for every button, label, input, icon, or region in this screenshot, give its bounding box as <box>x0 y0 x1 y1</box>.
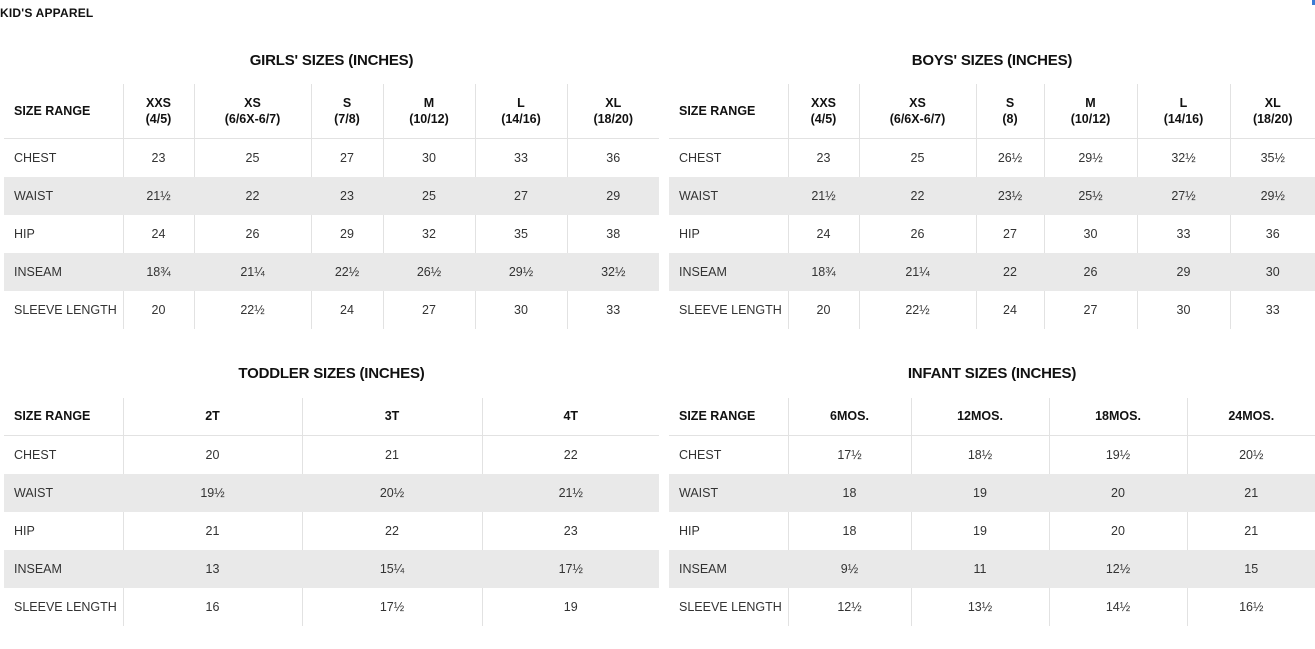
table-cell: 29½ <box>475 253 567 291</box>
table-cell: 19 <box>911 474 1049 512</box>
table-cell: 21 <box>302 435 482 474</box>
table-row-hip <box>4 512 659 550</box>
column-range: (18/20) <box>1252 111 1293 126</box>
column-header-m <box>1044 84 1137 138</box>
table-cell: 21½ <box>482 474 659 512</box>
column-header-l <box>475 84 567 138</box>
column-range: (10/12) <box>409 111 449 126</box>
table-cell: 20½ <box>1187 435 1315 474</box>
column-header-12mos: 12MOS. <box>911 398 1049 435</box>
column-header-24mos: 24MOS. <box>1187 398 1315 435</box>
row-label: HIP <box>14 226 35 241</box>
table-row-inseam <box>669 253 1315 291</box>
table-cell: 22½ <box>311 253 383 291</box>
table-cell: 22 <box>194 177 311 215</box>
table-row-chest <box>669 138 1315 177</box>
table-cell: 21 <box>1187 512 1315 550</box>
row-label: SLEEVE LENGTH <box>679 599 782 614</box>
table-row-inseam <box>669 550 1315 588</box>
column-size: S <box>342 95 352 110</box>
table-cell: 20½ <box>302 474 482 512</box>
row-label: INSEAM <box>4 550 123 588</box>
table-cell: 27 <box>1044 291 1137 329</box>
table-cell: 25 <box>383 177 475 215</box>
column-range: (14/16) <box>501 111 541 126</box>
table-cell: 27 <box>383 291 475 329</box>
column-range: (14/16) <box>1163 111 1204 126</box>
row-label: SLEEVE LENGTH <box>679 302 782 317</box>
table-cell: 12½ <box>788 588 911 626</box>
column-size: XS <box>244 95 261 110</box>
table-cell: 21¼ <box>859 253 976 291</box>
table-row-inseam <box>4 550 659 588</box>
row-label: HIP <box>679 226 700 241</box>
column-size: XXS <box>810 95 836 110</box>
table-cell: 30 <box>383 138 475 177</box>
table-row-hip <box>669 215 1315 253</box>
table-row-sleeve-length <box>4 588 659 626</box>
page-title: KID'S APPAREL <box>0 6 94 20</box>
table-cell: 18 <box>788 512 911 550</box>
table-cell: 26 <box>194 215 311 253</box>
table-cell: 25 <box>859 138 976 177</box>
table-cell: 29 <box>311 215 383 253</box>
table-cell: 22½ <box>194 291 311 329</box>
table-cell: 24 <box>976 291 1044 329</box>
column-size: L <box>1179 95 1188 110</box>
table-cell: 19 <box>911 512 1049 550</box>
table-cell: 13 <box>123 550 302 588</box>
column-range: (4/5) <box>810 111 837 126</box>
table-cell: 18 <box>788 474 911 512</box>
toddler-size-chart <box>4 363 659 626</box>
column-header-l <box>1137 84 1230 138</box>
table-cell: 23 <box>311 177 383 215</box>
table-cell: 35 <box>475 215 567 253</box>
row-label: WAIST <box>4 177 123 215</box>
table-cell: 24 <box>123 215 194 253</box>
size-range-header: SIZE RANGE <box>4 84 123 138</box>
table-cell: 15¼ <box>302 550 482 588</box>
table-cell: 19½ <box>123 474 302 512</box>
column-header-s <box>311 84 383 138</box>
toddler-size-table <box>4 398 659 626</box>
infant-size-table <box>669 398 1315 626</box>
table-cell: 20 <box>123 291 194 329</box>
column-range: (6/6X-6/7) <box>889 111 946 126</box>
column-header-xs <box>859 84 976 138</box>
row-label: SLEEVE LENGTH <box>14 302 117 317</box>
column-size: XS <box>909 95 926 110</box>
boys-size-table <box>669 84 1315 329</box>
table-cell: 32½ <box>567 253 659 291</box>
table-cell: 26½ <box>976 138 1044 177</box>
table-cell: 14½ <box>1049 588 1187 626</box>
column-size: L <box>517 95 525 110</box>
table-cell: 16½ <box>1187 588 1315 626</box>
table-cell: 32 <box>383 215 475 253</box>
column-header-6mos: 6MOS. <box>788 398 911 435</box>
table-row-chest <box>4 138 659 177</box>
table-cell: 33 <box>1137 215 1230 253</box>
table-cell: 20 <box>1049 474 1187 512</box>
table-cell: 25 <box>194 138 311 177</box>
table-cell: 27 <box>311 138 383 177</box>
column-header-xxs <box>123 84 194 138</box>
column-range: (4/5) <box>145 111 172 126</box>
table-cell: 20 <box>1049 512 1187 550</box>
table-cell: 9½ <box>788 550 911 588</box>
table-cell: 33 <box>1230 291 1315 329</box>
column-header-xxs <box>788 84 859 138</box>
table-row-sleeve-length <box>669 291 1315 329</box>
table-cell: 27 <box>976 215 1044 253</box>
table-cell: 19 <box>482 588 659 626</box>
column-header-2t: 2T <box>123 398 302 435</box>
table-cell: 17½ <box>788 435 911 474</box>
column-header-3t: 3T <box>302 398 482 435</box>
row-label: WAIST <box>669 177 788 215</box>
table-cell: 20 <box>123 435 302 474</box>
row-label: CHEST <box>679 447 722 462</box>
table-cell: 23½ <box>976 177 1044 215</box>
table-cell: 29½ <box>1044 138 1137 177</box>
column-range: (8) <box>1002 111 1018 126</box>
column-size: XXS <box>145 95 171 110</box>
table-cell: 33 <box>475 138 567 177</box>
table-header-row <box>669 398 1315 435</box>
table-header-row <box>4 398 659 435</box>
table-cell: 20 <box>788 291 859 329</box>
column-size: M <box>1085 95 1096 110</box>
row-label: SLEEVE LENGTH <box>14 599 117 614</box>
table-cell: 11 <box>911 550 1049 588</box>
table-cell: 23 <box>788 138 859 177</box>
table-cell: 17½ <box>482 550 659 588</box>
table-row-sleeve-length <box>669 588 1315 626</box>
table-cell: 26 <box>1044 253 1137 291</box>
table-cell: 27½ <box>1137 177 1230 215</box>
table-cell: 35½ <box>1230 138 1315 177</box>
table-cell: 18¾ <box>788 253 859 291</box>
table-cell: 29 <box>567 177 659 215</box>
column-header-m <box>383 84 475 138</box>
column-size: S <box>1005 95 1015 110</box>
row-label: CHEST <box>14 447 57 462</box>
table-cell: 38 <box>567 215 659 253</box>
column-header-xl <box>1230 84 1315 138</box>
table-header-row <box>669 84 1315 138</box>
table-cell: 15 <box>1187 550 1315 588</box>
table-cell: 36 <box>1230 215 1315 253</box>
row-label: CHEST <box>679 150 722 165</box>
girls-chart-title: GIRLS' SIZES (INCHES) <box>249 52 414 69</box>
table-cell: 16 <box>123 588 302 626</box>
column-header-4t: 4T <box>482 398 659 435</box>
table-cell: 27 <box>475 177 567 215</box>
table-cell: 13½ <box>911 588 1049 626</box>
column-header-s <box>976 84 1044 138</box>
table-row-chest <box>669 435 1315 474</box>
table-row-waist <box>4 474 659 512</box>
row-label: CHEST <box>14 150 57 165</box>
column-range: (18/20) <box>593 111 634 126</box>
table-cell: 30 <box>1044 215 1137 253</box>
table-cell: 18½ <box>911 435 1049 474</box>
table-cell: 19½ <box>1049 435 1187 474</box>
table-row-sleeve-length <box>4 291 659 329</box>
table-cell: 21 <box>123 512 302 550</box>
table-row-hip <box>4 215 659 253</box>
table-cell: 21 <box>1187 474 1315 512</box>
row-label: INSEAM <box>669 550 788 588</box>
table-cell: 18¾ <box>123 253 194 291</box>
table-cell: 32½ <box>1137 138 1230 177</box>
table-cell: 21½ <box>123 177 194 215</box>
table-cell: 21½ <box>788 177 859 215</box>
table-cell: 25½ <box>1044 177 1137 215</box>
row-label: HIP <box>14 523 35 538</box>
column-size: XL <box>1264 95 1281 110</box>
column-size: XL <box>605 95 622 110</box>
table-cell: 30 <box>475 291 567 329</box>
column-range: (7/8) <box>334 111 360 126</box>
table-cell: 23 <box>123 138 194 177</box>
column-range: (6/6X-6/7) <box>224 111 281 126</box>
toddler-chart-title: TODDLER SIZES (INCHES) <box>238 365 425 382</box>
table-cell: 26 <box>859 215 976 253</box>
size-range-header: SIZE RANGE <box>669 84 788 138</box>
column-range: (10/12) <box>1070 111 1111 126</box>
table-cell: 26½ <box>383 253 475 291</box>
table-row-waist <box>669 177 1315 215</box>
table-row-hip <box>669 512 1315 550</box>
row-label: INSEAM <box>669 253 788 291</box>
infant-chart-title: INFANT SIZES (INCHES) <box>907 365 1077 382</box>
table-cell: 36 <box>567 138 659 177</box>
table-cell: 21¼ <box>194 253 311 291</box>
table-cell: 23 <box>482 512 659 550</box>
size-range-header: SIZE RANGE <box>4 398 123 435</box>
table-cell: 12½ <box>1049 550 1187 588</box>
row-label: WAIST <box>669 474 788 512</box>
table-cell: 22 <box>859 177 976 215</box>
table-row-inseam <box>4 253 659 291</box>
table-cell: 33 <box>567 291 659 329</box>
boys-size-chart <box>669 50 1315 329</box>
column-size: M <box>423 95 435 110</box>
row-label: HIP <box>679 523 700 538</box>
girls-size-chart <box>4 50 659 329</box>
column-header-xs <box>194 84 311 138</box>
column-header-xl <box>567 84 659 138</box>
column-header-18mos: 18MOS. <box>1049 398 1187 435</box>
table-cell: 24 <box>311 291 383 329</box>
table-cell: 22 <box>302 512 482 550</box>
table-cell: 22½ <box>859 291 976 329</box>
table-cell: 17½ <box>302 588 482 626</box>
girls-size-table <box>4 84 659 329</box>
table-cell: 24 <box>788 215 859 253</box>
table-cell: 30 <box>1230 253 1315 291</box>
table-row-waist <box>4 177 659 215</box>
table-row-chest <box>4 435 659 474</box>
table-header-row <box>4 84 659 138</box>
boys-chart-title: BOYS' SIZES (INCHES) <box>911 52 1073 69</box>
row-label: INSEAM <box>4 253 123 291</box>
table-cell: 29½ <box>1230 177 1315 215</box>
table-row-waist <box>669 474 1315 512</box>
infant-size-chart <box>669 363 1315 626</box>
table-cell: 30 <box>1137 291 1230 329</box>
table-cell: 22 <box>482 435 659 474</box>
table-cell: 22 <box>976 253 1044 291</box>
table-cell: 29 <box>1137 253 1230 291</box>
size-range-header: SIZE RANGE <box>669 398 788 435</box>
row-label: WAIST <box>4 474 123 512</box>
